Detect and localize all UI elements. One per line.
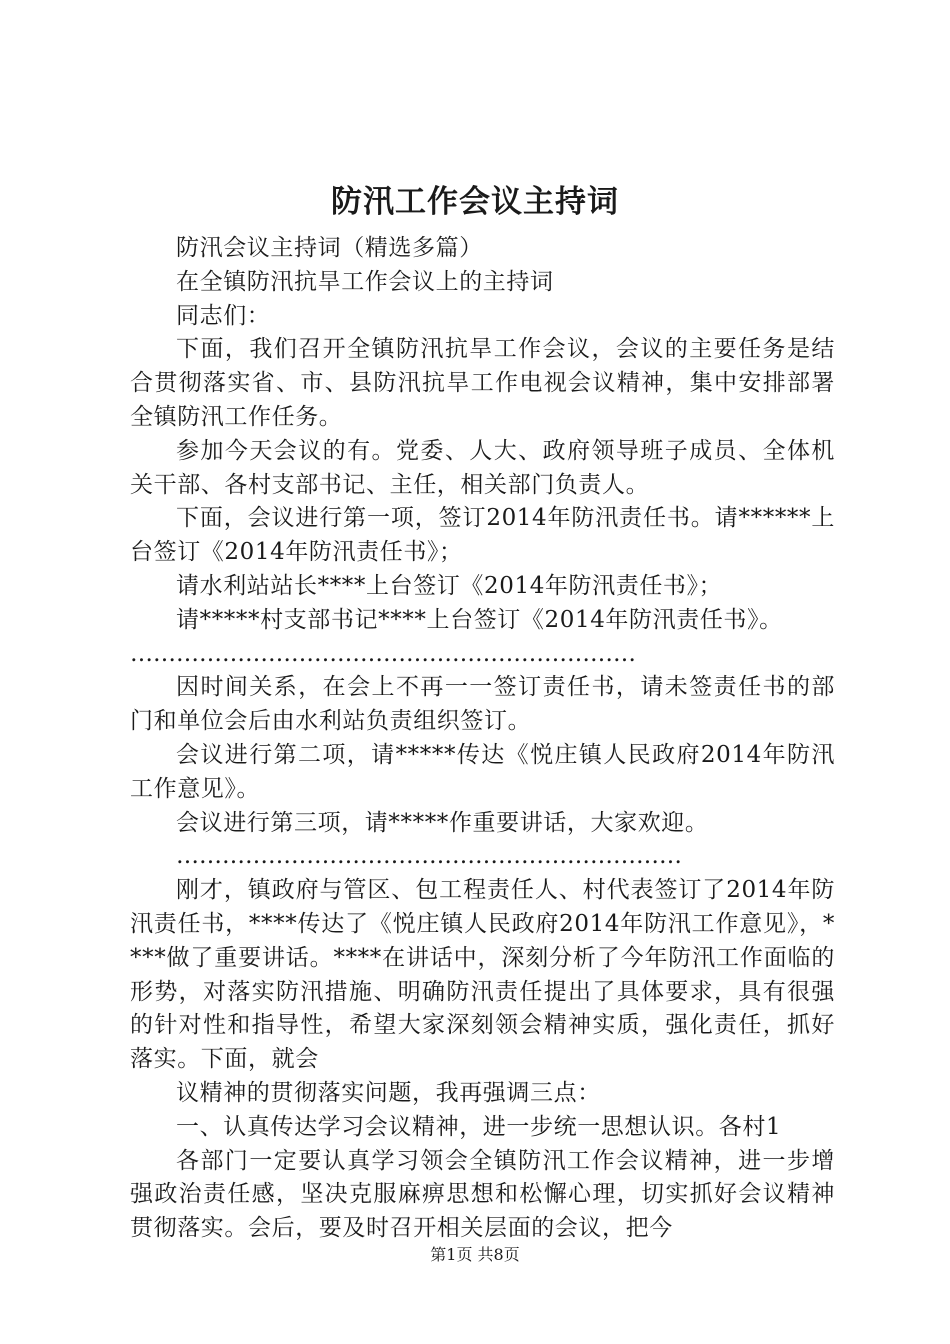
paragraph: 下面，会议进行第一项，签订2014年防汛责任书。请******上台签订《2014年防汛责任书》；	[130, 505, 835, 566]
paragraph: 议精神的贯彻落实问题，我再强调三点：	[176, 1079, 601, 1106]
paragraph-greeting: 同志们：	[176, 302, 271, 329]
ellipsis-line: …………………………………………………………	[130, 640, 636, 667]
paragraph: 会议进行第三项，请*****作重要讲话，大家欢迎。	[176, 809, 709, 836]
paragraph-section-heading: 一、认真传达学习会议精神，进一步统一思想认识。各村1	[176, 1113, 782, 1140]
paragraph: 因时间关系，在会上不再一一签订责任书，请未签责任书的部门和单位会后由水利站负责组织签订。	[130, 674, 835, 735]
paragraph: 刚才，镇政府与管区、包工程责任人、村代表签订了2014年防汛责任书，****传达了《悦庄镇人民政府2014年防汛工作意见》，****做了重要讲话。****在讲话中，深刻分析了今年防汛工作面临的形势，对落实防汛措施、明确防汛责任提出了具体要求，具有很强的针对性和指导性，希望大家深刻领会精神实质，强化责任，抓好落实。下面，就会	[130, 877, 835, 1073]
paragraph: 各部门一定要认真学习领会全镇防汛工作会议精神，进一步增强政治责任感，坚决克服麻痹思想和松懈心理，切实抓好会议精神贯彻落实。会后，要及时召开相关层面的会议，把今	[130, 1147, 835, 1242]
paragraph: 请*****村支部书记****上台签订《2014年防汛责任书》。	[176, 606, 783, 633]
ellipsis-line: …………………………………………………………	[176, 843, 682, 870]
page-footer: 第1页 共8页	[430, 1245, 520, 1264]
document-body	[130, 232, 835, 1246]
paragraph: 下面，我们召开全镇防汛抗旱工作会议，会议的主要任务是结合贯彻落实省、市、县防汛抗旱工作电视会议精神，集中安排部署全镇防汛工作任务。	[130, 336, 835, 430]
paragraph: 会议进行第二项，请*****传达《悦庄镇人民政府2014年防汛工作意见》。	[130, 741, 835, 802]
document-title: 防汛工作会议主持词	[331, 184, 619, 220]
paragraph-subtitle: 防汛会议主持词（精选多篇）	[176, 235, 483, 261]
paragraph-heading: 在全镇防汛抗旱工作会议上的主持词	[176, 268, 554, 295]
paragraph: 参加今天会议的有。党委、人大、政府领导班子成员、全体机关干部、各村支部书记、主任，相关部门负责人。	[130, 437, 835, 498]
paragraph: 请水利站站长****上台签订《2014年防汛责任书》；	[176, 572, 723, 599]
